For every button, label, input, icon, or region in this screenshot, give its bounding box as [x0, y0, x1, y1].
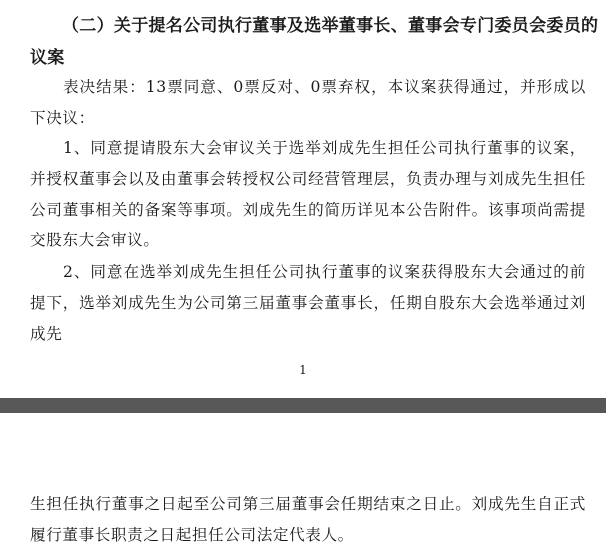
document-page-2 [0, 413, 606, 555]
section-heading [30, 10, 600, 74]
resolution-item-2: 2、同意在选举刘成先生担任公司执行董事的议案获得股东大会通过的前提下，选举刘成先生为公司第三届董事会董事长，任期自股东大会选举通过刘成先 [30, 263, 586, 343]
section-heading-text: （二）关于提名公司执行董事及选举董事长、董事会专门委员会委员的议案 [30, 16, 599, 68]
resolution-item-1: 1、同意提请股东大会审议关于选举刘成先生担任公司执行董事的议案，并授权董事会以及由董事会转授权公司经营管理层，负责办理与刘成先生担任公司董事相关的备案等事项。刘成先生的简历详见本公告附件。该事项尚需提交股东大会审议。 [30, 139, 586, 250]
resolution-item-2-continued: 生担任执行董事之日起至公司第三届董事会任期结束之日止。刘成先生自正式履行董事长职责之日起担任公司法定代表人。 [30, 495, 586, 544]
vote-result-paragraph: 表决结果：13票同意、0票反对、0票弃权，本议案获得通过，并形成以下决议： [30, 78, 586, 127]
page-separator [0, 398, 606, 413]
page-number: 1 [299, 363, 307, 377]
